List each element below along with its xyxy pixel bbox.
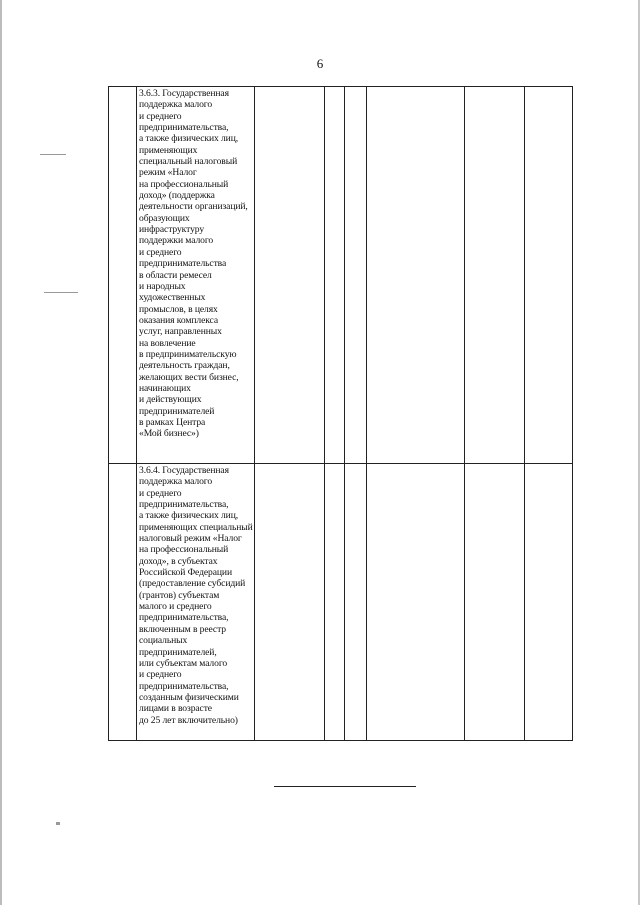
measure-name-text: 3.6.3. Государственная поддержка малого и среднего предпринимательства, а также физических лиц, применяющих специальный налоговый режим «Налог на профессиональный доход» (поддержка деятельности организаций, образующих инфраструктуру поддержки малого и среднего предпринимательства в области ремесел и народных художественных промыслов, в целях оказания комплекса услуг, направленных на вовлечение в предпринимательскую деятельность граждан, желающих вести бизнес, начинающих и действующих предпринимателей в рамках Центра «Мой бизнес») xyxy=(139,88,248,440)
table-row xyxy=(109,87,573,464)
measure-name-cell xyxy=(137,87,255,464)
number-cell xyxy=(109,464,137,741)
table-cell xyxy=(255,87,325,464)
table-cell xyxy=(255,464,325,741)
table-cell xyxy=(345,87,367,464)
table-cell xyxy=(325,464,345,741)
table-cell xyxy=(465,87,525,464)
table-cell xyxy=(525,464,573,741)
scan-speck xyxy=(40,154,66,155)
table-cell xyxy=(367,87,465,464)
table-cell xyxy=(367,464,465,741)
table-cell xyxy=(465,464,525,741)
table-row xyxy=(109,464,573,741)
measure-name-cell xyxy=(137,464,255,741)
page-number: 6 xyxy=(316,56,324,71)
scan-left-edge xyxy=(0,0,2,905)
table-cell xyxy=(525,87,573,464)
scan-speck xyxy=(56,822,60,825)
program-table xyxy=(108,86,572,740)
scan-speck xyxy=(44,292,78,293)
end-divider-line xyxy=(274,786,416,787)
measure-name-text: 3.6.4. Государственная поддержка малого и среднего предпринимательства, а также физических лиц, применяющих специальный налоговый режим «Налог на профессиональный доход», в субъектах Российской Федерации (предоставление субсидий (грантов) субъектам малого и среднего предпринимательства, включенным в реестр социальных предпринимателей, или субъектам малого и среднего предпринимательства, созданным физическими лицами в возрасте до 25 лет включительно) xyxy=(139,465,253,726)
table-cell xyxy=(345,464,367,741)
table-cell xyxy=(325,87,345,464)
number-cell xyxy=(109,87,137,464)
